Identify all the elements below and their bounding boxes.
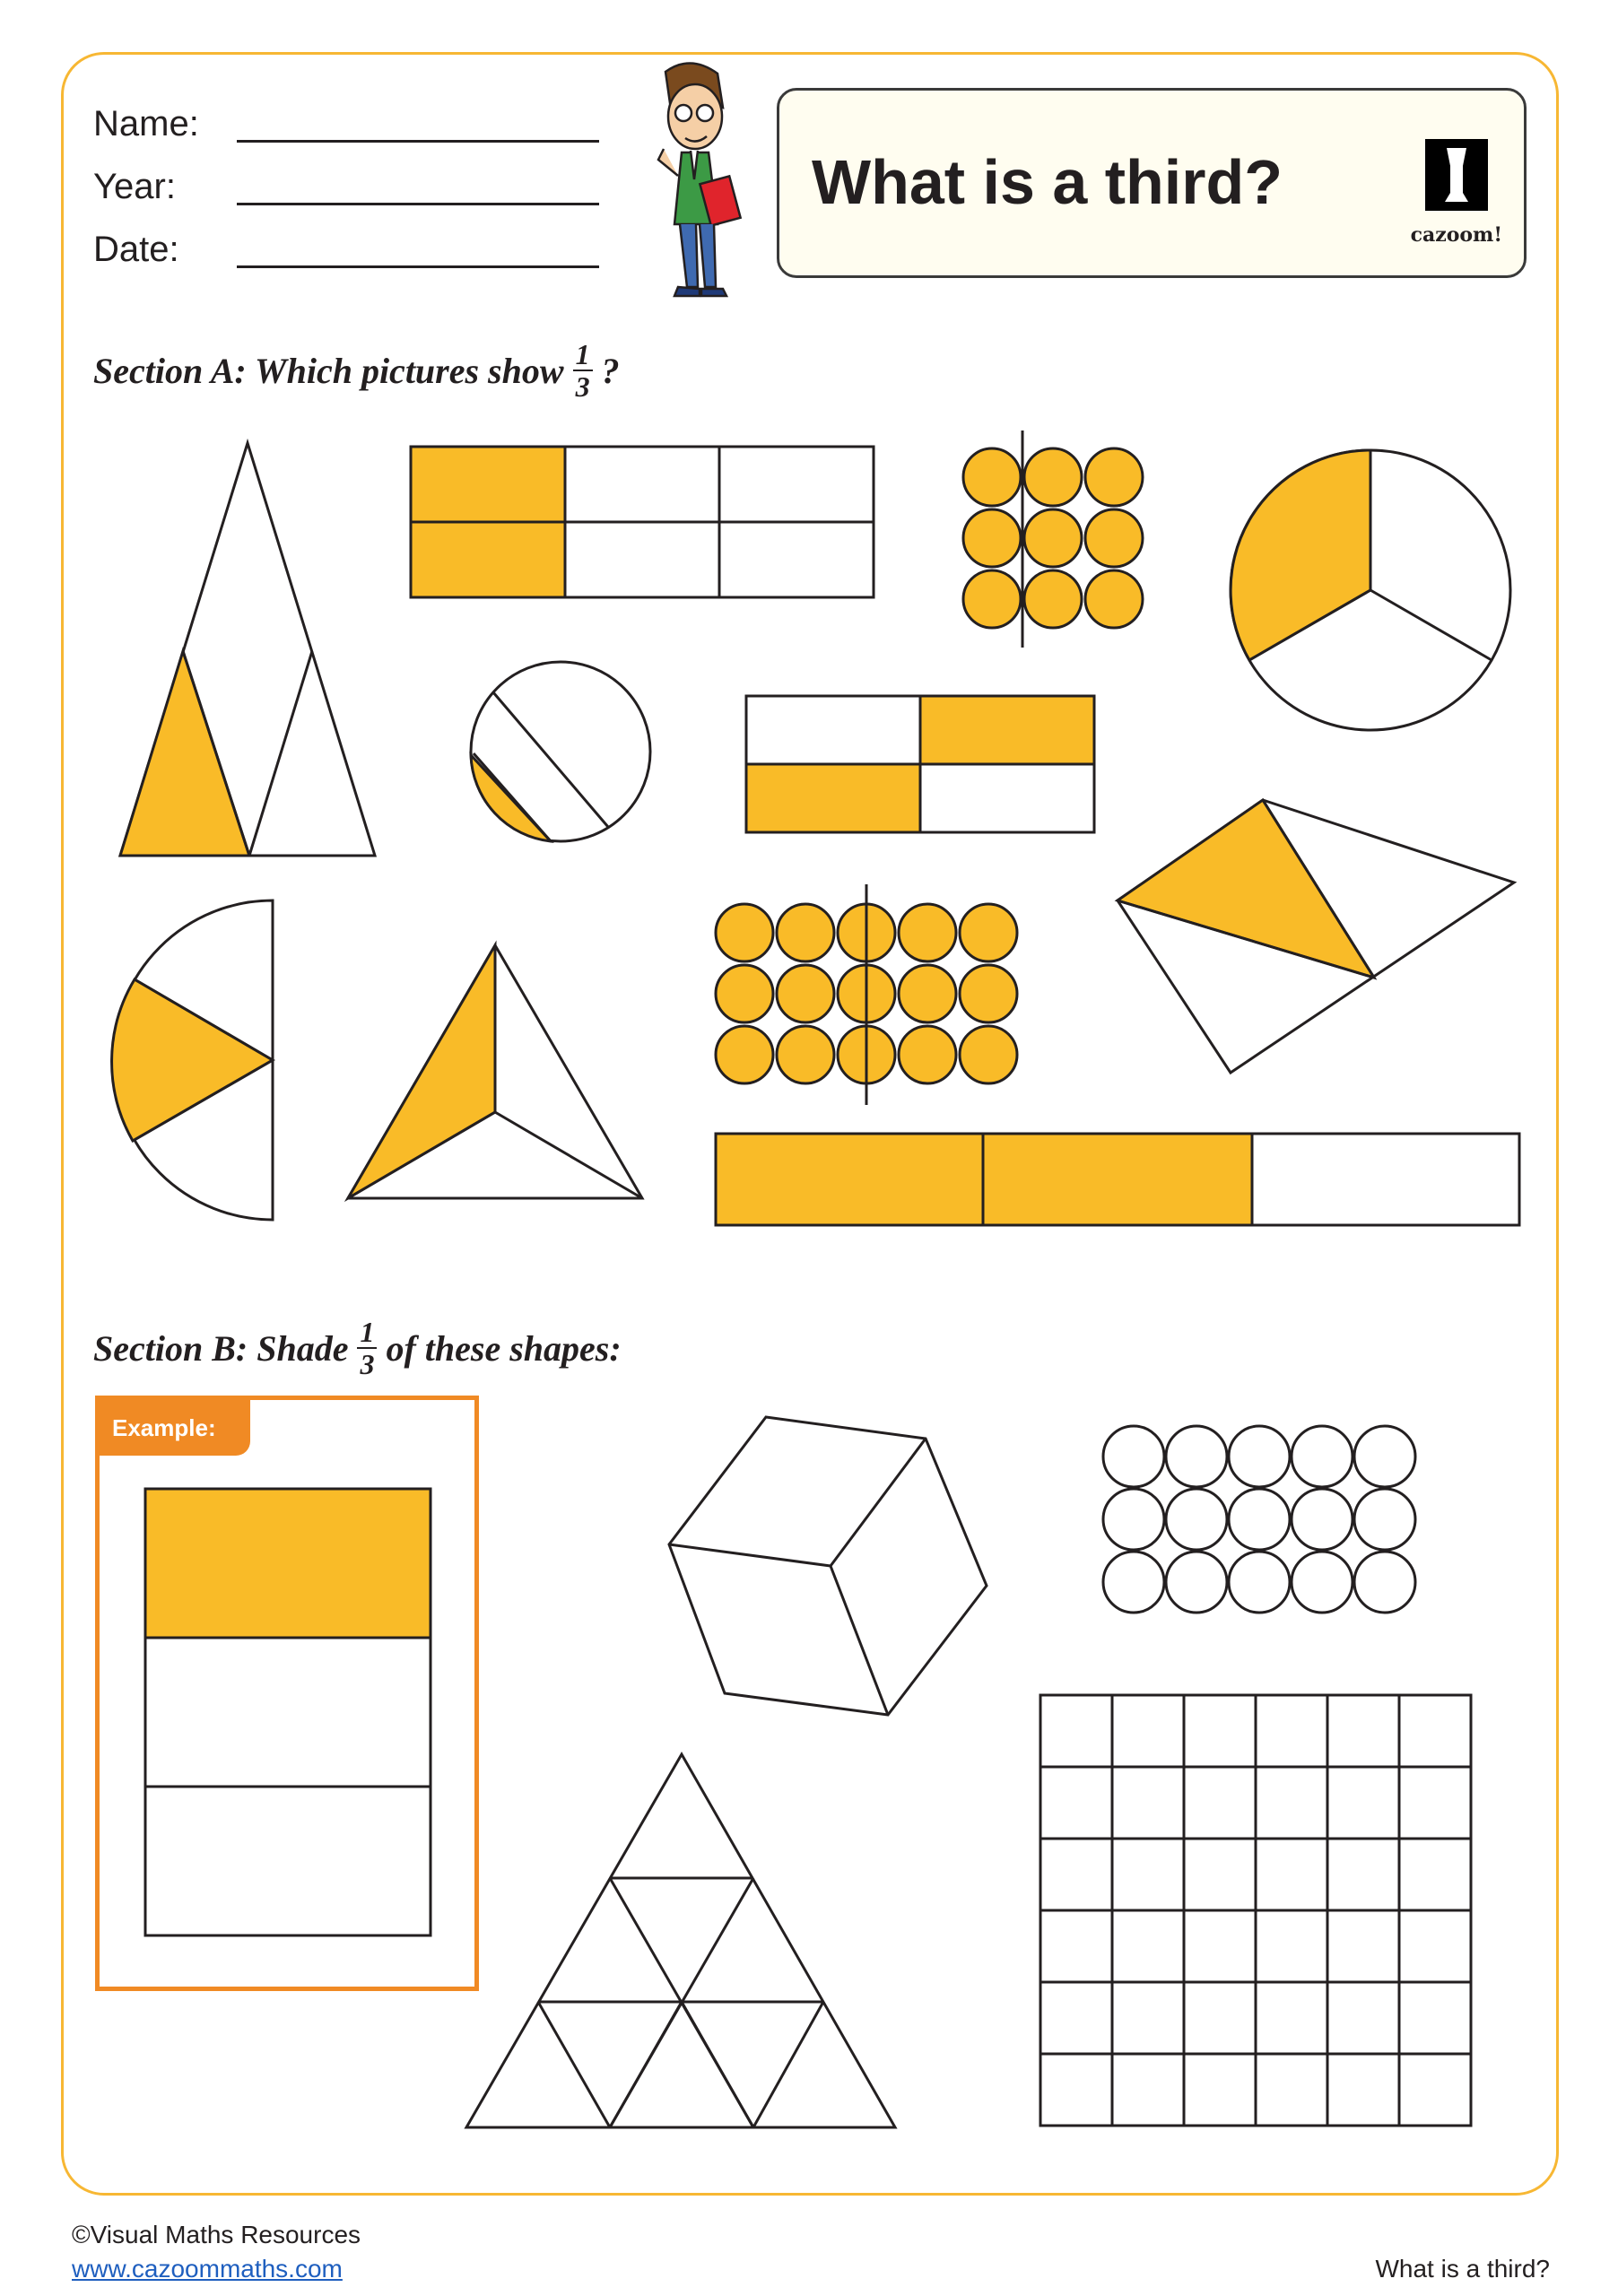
example-box	[95, 1396, 479, 1991]
logo-text: cazoom!	[1410, 223, 1502, 247]
section-b-heading	[93, 1317, 622, 1379]
year-label: Year:	[93, 167, 176, 206]
year-field[interactable]	[237, 203, 599, 205]
title-box	[777, 88, 1527, 278]
section-a-text: Section A: Which pictures show	[93, 350, 564, 391]
section-a-suffix: ?	[601, 350, 620, 391]
fraction-denominator: 3	[575, 370, 590, 403]
fraction-one-third-b	[357, 1317, 377, 1379]
date-label: Date:	[93, 230, 179, 269]
footer-copyright: ©Visual Maths Resources	[72, 2221, 361, 2248]
section-b-suffix: of these shapes:	[386, 1327, 622, 1369]
fraction-one-third	[573, 339, 593, 402]
name-label: Name:	[93, 104, 199, 144]
name-field[interactable]	[237, 140, 599, 143]
example-label: Example:	[100, 1400, 250, 1456]
footer-page-title: What is a third?	[1375, 2255, 1550, 2283]
fraction-numerator: 1	[573, 339, 593, 371]
fraction-denominator: 3	[360, 1348, 375, 1380]
section-b-text: Section B: Shade	[93, 1327, 349, 1369]
page-title: What is a third?	[812, 147, 1283, 217]
section-a-heading	[93, 339, 620, 402]
fraction-numerator: 1	[357, 1317, 377, 1349]
footer-website-link[interactable]: www.cazoommaths.com	[72, 2255, 343, 2283]
cazoom-logo-icon	[1422, 139, 1493, 211]
date-field[interactable]	[237, 265, 599, 268]
